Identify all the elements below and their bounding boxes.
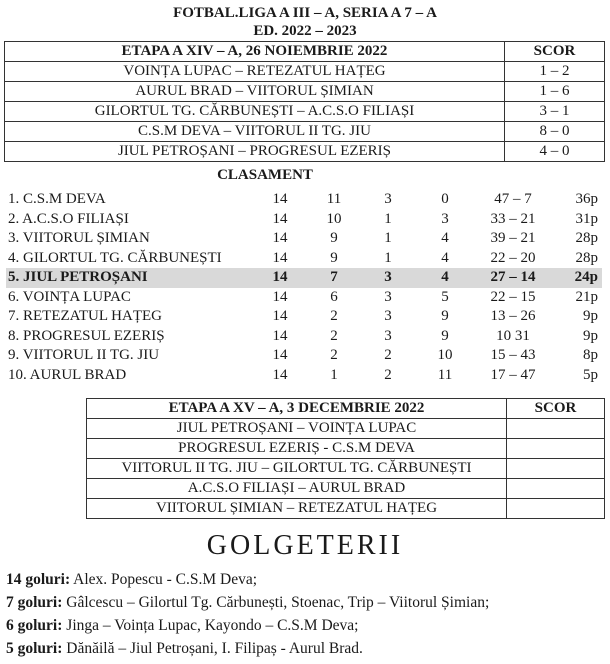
standing-points: 28p — [575, 230, 598, 246]
standing-played: 14 — [272, 191, 288, 207]
match-row — [87, 439, 605, 459]
standing-lost: 10 — [437, 347, 453, 363]
standing-points: 5p — [583, 366, 598, 383]
round14-table — [4, 41, 605, 162]
match-score — [507, 419, 605, 439]
scorer-names: Alex. Popescu - C.S.M Deva; — [70, 571, 258, 588]
standing-team: 10. AURUL BRAD — [8, 366, 127, 383]
match-name: VIITORUL ȘIMIAN – RETEZATUL HAȚEG — [87, 499, 507, 519]
match-score: 3 – 1 — [505, 102, 605, 122]
standing-goals: 22 – 15 — [490, 288, 536, 305]
match-row — [5, 102, 605, 122]
standing-won: 7 — [308, 268, 360, 288]
standing-lost: 11 — [437, 366, 453, 383]
standing-lost: 4 — [441, 230, 449, 246]
round14-heading: ETAPA A XIV – A, 26 NOIEMBRIE 2022 — [5, 42, 505, 62]
match-name: JIUL PETROȘANI – PROGRESUL EZERIȘ — [5, 142, 505, 162]
standing-team: 6. VOINȚA LUPAC — [8, 288, 131, 305]
scorer-names: Dănăilă – Jiul Petroșani, I. Filipaș - Aurul Brad. — [62, 640, 363, 657]
standing-team: 3. VIITORUL ȘIMIAN — [8, 230, 150, 246]
match-row — [5, 122, 605, 142]
league-title: FOTBAL.LIGA A III – A, SERIA A 7 – A — [173, 5, 437, 21]
standing-won: 6 — [330, 288, 338, 305]
standing-played: 14 — [272, 327, 288, 344]
match-name: GILORTUL TG. CĂRBUNEȘTI – A.C.S.O FILIAȘI — [5, 102, 505, 122]
match-score: 1 – 6 — [505, 82, 605, 102]
standing-points: 31p — [575, 210, 598, 227]
standing-won: 2 — [330, 308, 338, 324]
match-row — [87, 479, 605, 499]
standing-lost: 9 — [441, 308, 449, 324]
standing-played: 14 — [252, 268, 308, 288]
scorer-names: Gâlcescu – Gilortul Tg. Cărbunești, Stoenac, Trip – Viitorul Șimian; — [62, 594, 490, 611]
standing-points: 24p — [552, 268, 602, 288]
standing-drawn: 1 — [384, 249, 392, 266]
standing-lost: 0 — [441, 191, 449, 207]
match-score: 4 – 0 — [505, 142, 605, 162]
standing-won: 2 — [330, 347, 338, 363]
scorers-list — [6, 568, 606, 660]
standing-won: 1 — [330, 366, 338, 383]
scorer-line — [6, 614, 606, 637]
match-row — [5, 62, 605, 82]
standing-drawn: 3 — [360, 268, 416, 288]
match-row — [5, 142, 605, 162]
standing-played: 14 — [272, 288, 288, 305]
standing-goals: 47 – 7 — [494, 191, 532, 207]
standing-drawn: 1 — [384, 210, 392, 227]
standings-row — [6, 190, 602, 210]
scorer-line — [6, 568, 606, 591]
match-score — [507, 499, 605, 519]
scorers-heading: GOLGETERII — [206, 530, 404, 561]
standing-points: 36p — [575, 191, 598, 207]
standing-lost: 5 — [441, 288, 449, 305]
standing-lost: 3 — [441, 210, 449, 227]
standing-team: 7. RETEZATUL HAȚEG — [8, 308, 162, 324]
standing-won: 11 — [326, 191, 342, 207]
standings-row — [6, 366, 602, 386]
standings-heading: CLASAMENT — [217, 167, 313, 183]
standing-drawn: 1 — [384, 230, 392, 246]
standing-points: 9p — [583, 308, 598, 324]
scorer-goals-label: 14 goluri: — [6, 571, 71, 588]
standing-played: 14 — [272, 230, 288, 246]
standing-team: 1. C.S.M DEVA — [8, 191, 106, 207]
standing-goals: 33 – 21 — [490, 210, 536, 227]
standing-team: 9. VIITORUL II TG. JIU — [8, 347, 160, 363]
standings-row — [6, 346, 602, 366]
standing-goals: 13 – 26 — [490, 308, 536, 324]
standing-won: 9 — [330, 230, 338, 246]
standing-team: 5. JIUL PETROȘANI — [6, 268, 252, 288]
scorer-goals-label: 7 goluri: — [6, 594, 63, 611]
round14-score-heading: SCOR — [505, 42, 605, 62]
scorer-line — [6, 637, 606, 660]
match-name: VIITORUL II TG. JIU – GILORTUL TG. CĂRBUNEȘTI — [87, 459, 507, 479]
standing-drawn: 3 — [384, 327, 392, 344]
match-row — [87, 419, 605, 439]
standing-goals: 27 – 14 — [474, 268, 552, 288]
standings-row — [6, 229, 602, 249]
standing-team: 4. GILORTUL TG. CĂRBUNEȘTI — [8, 249, 222, 266]
standings-row — [6, 327, 602, 347]
round15-table — [86, 398, 605, 519]
standing-played: 14 — [272, 210, 288, 227]
scorer-goals-label: 6 goluri: — [6, 617, 63, 634]
match-name: VOINȚA LUPAC – RETEZATUL HAȚEG — [5, 62, 505, 82]
standing-drawn: 3 — [384, 308, 392, 324]
round15-score-heading: SCOR — [507, 399, 605, 419]
standings-table — [6, 190, 602, 385]
standing-won: 2 — [330, 327, 338, 344]
standing-points: 21p — [575, 288, 598, 305]
standing-goals: 39 – 21 — [490, 230, 536, 246]
season-label: ED. 2022 – 2023 — [253, 23, 357, 39]
match-name: PROGRESUL EZERIȘ - C.S.M DEVA — [87, 439, 507, 459]
standing-points: 28p — [575, 249, 598, 266]
standing-goals: 15 – 43 — [490, 347, 536, 363]
match-score — [507, 439, 605, 459]
standing-team: 2. A.C.S.O FILIAȘI — [8, 210, 129, 227]
standing-won: 9 — [330, 249, 338, 266]
match-name: JIUL PETROȘANI – VOINȚA LUPAC — [87, 419, 507, 439]
standing-drawn: 3 — [384, 288, 392, 305]
standing-drawn: 2 — [384, 347, 392, 363]
standing-won: 10 — [326, 210, 342, 227]
match-name: C.S.M DEVA – VIITORUL II TG. JIU — [5, 122, 505, 142]
standing-goals: 17 – 47 — [490, 366, 536, 383]
standings-row — [6, 288, 602, 308]
scorer-line — [6, 591, 606, 614]
match-row — [87, 459, 605, 479]
standings-row — [6, 249, 602, 269]
standing-lost: 4 — [441, 249, 449, 266]
standing-points: 8p — [583, 347, 598, 363]
standings-row — [6, 210, 602, 230]
standings-row — [6, 268, 602, 288]
match-score: 8 – 0 — [505, 122, 605, 142]
scorer-goals-label: 5 goluri: — [6, 640, 63, 657]
match-score — [507, 459, 605, 479]
standings-row — [6, 307, 602, 327]
round15-header-row — [87, 399, 605, 419]
match-score — [507, 479, 605, 499]
match-row — [5, 82, 605, 102]
standing-played: 14 — [272, 366, 288, 383]
standing-drawn: 2 — [384, 366, 392, 383]
standing-played: 14 — [272, 347, 288, 363]
scorer-names: Jinga – Voința Lupac, Kayondo – C.S.M Deva; — [62, 617, 359, 634]
standing-points: 9p — [583, 327, 598, 344]
standing-lost: 9 — [441, 327, 449, 344]
match-row — [87, 499, 605, 519]
standing-goals: 22 – 20 — [490, 249, 536, 266]
standing-drawn: 3 — [384, 191, 392, 207]
standing-team: 8. PROGRESUL EZERIȘ — [8, 327, 165, 344]
standing-lost: 4 — [416, 268, 474, 288]
standing-goals: 10 31 — [496, 327, 530, 344]
standing-played: 14 — [272, 308, 288, 324]
match-name: AURUL BRAD – VIITORUL ȘIMIAN — [5, 82, 505, 102]
round14-header-row — [5, 42, 605, 62]
standing-played: 14 — [272, 249, 288, 266]
match-score: 1 – 2 — [505, 62, 605, 82]
round15-heading: ETAPA A XV – A, 3 DECEMBRIE 2022 — [87, 399, 507, 419]
match-name: A.C.S.O FILIAȘI – AURUL BRAD — [87, 479, 507, 499]
